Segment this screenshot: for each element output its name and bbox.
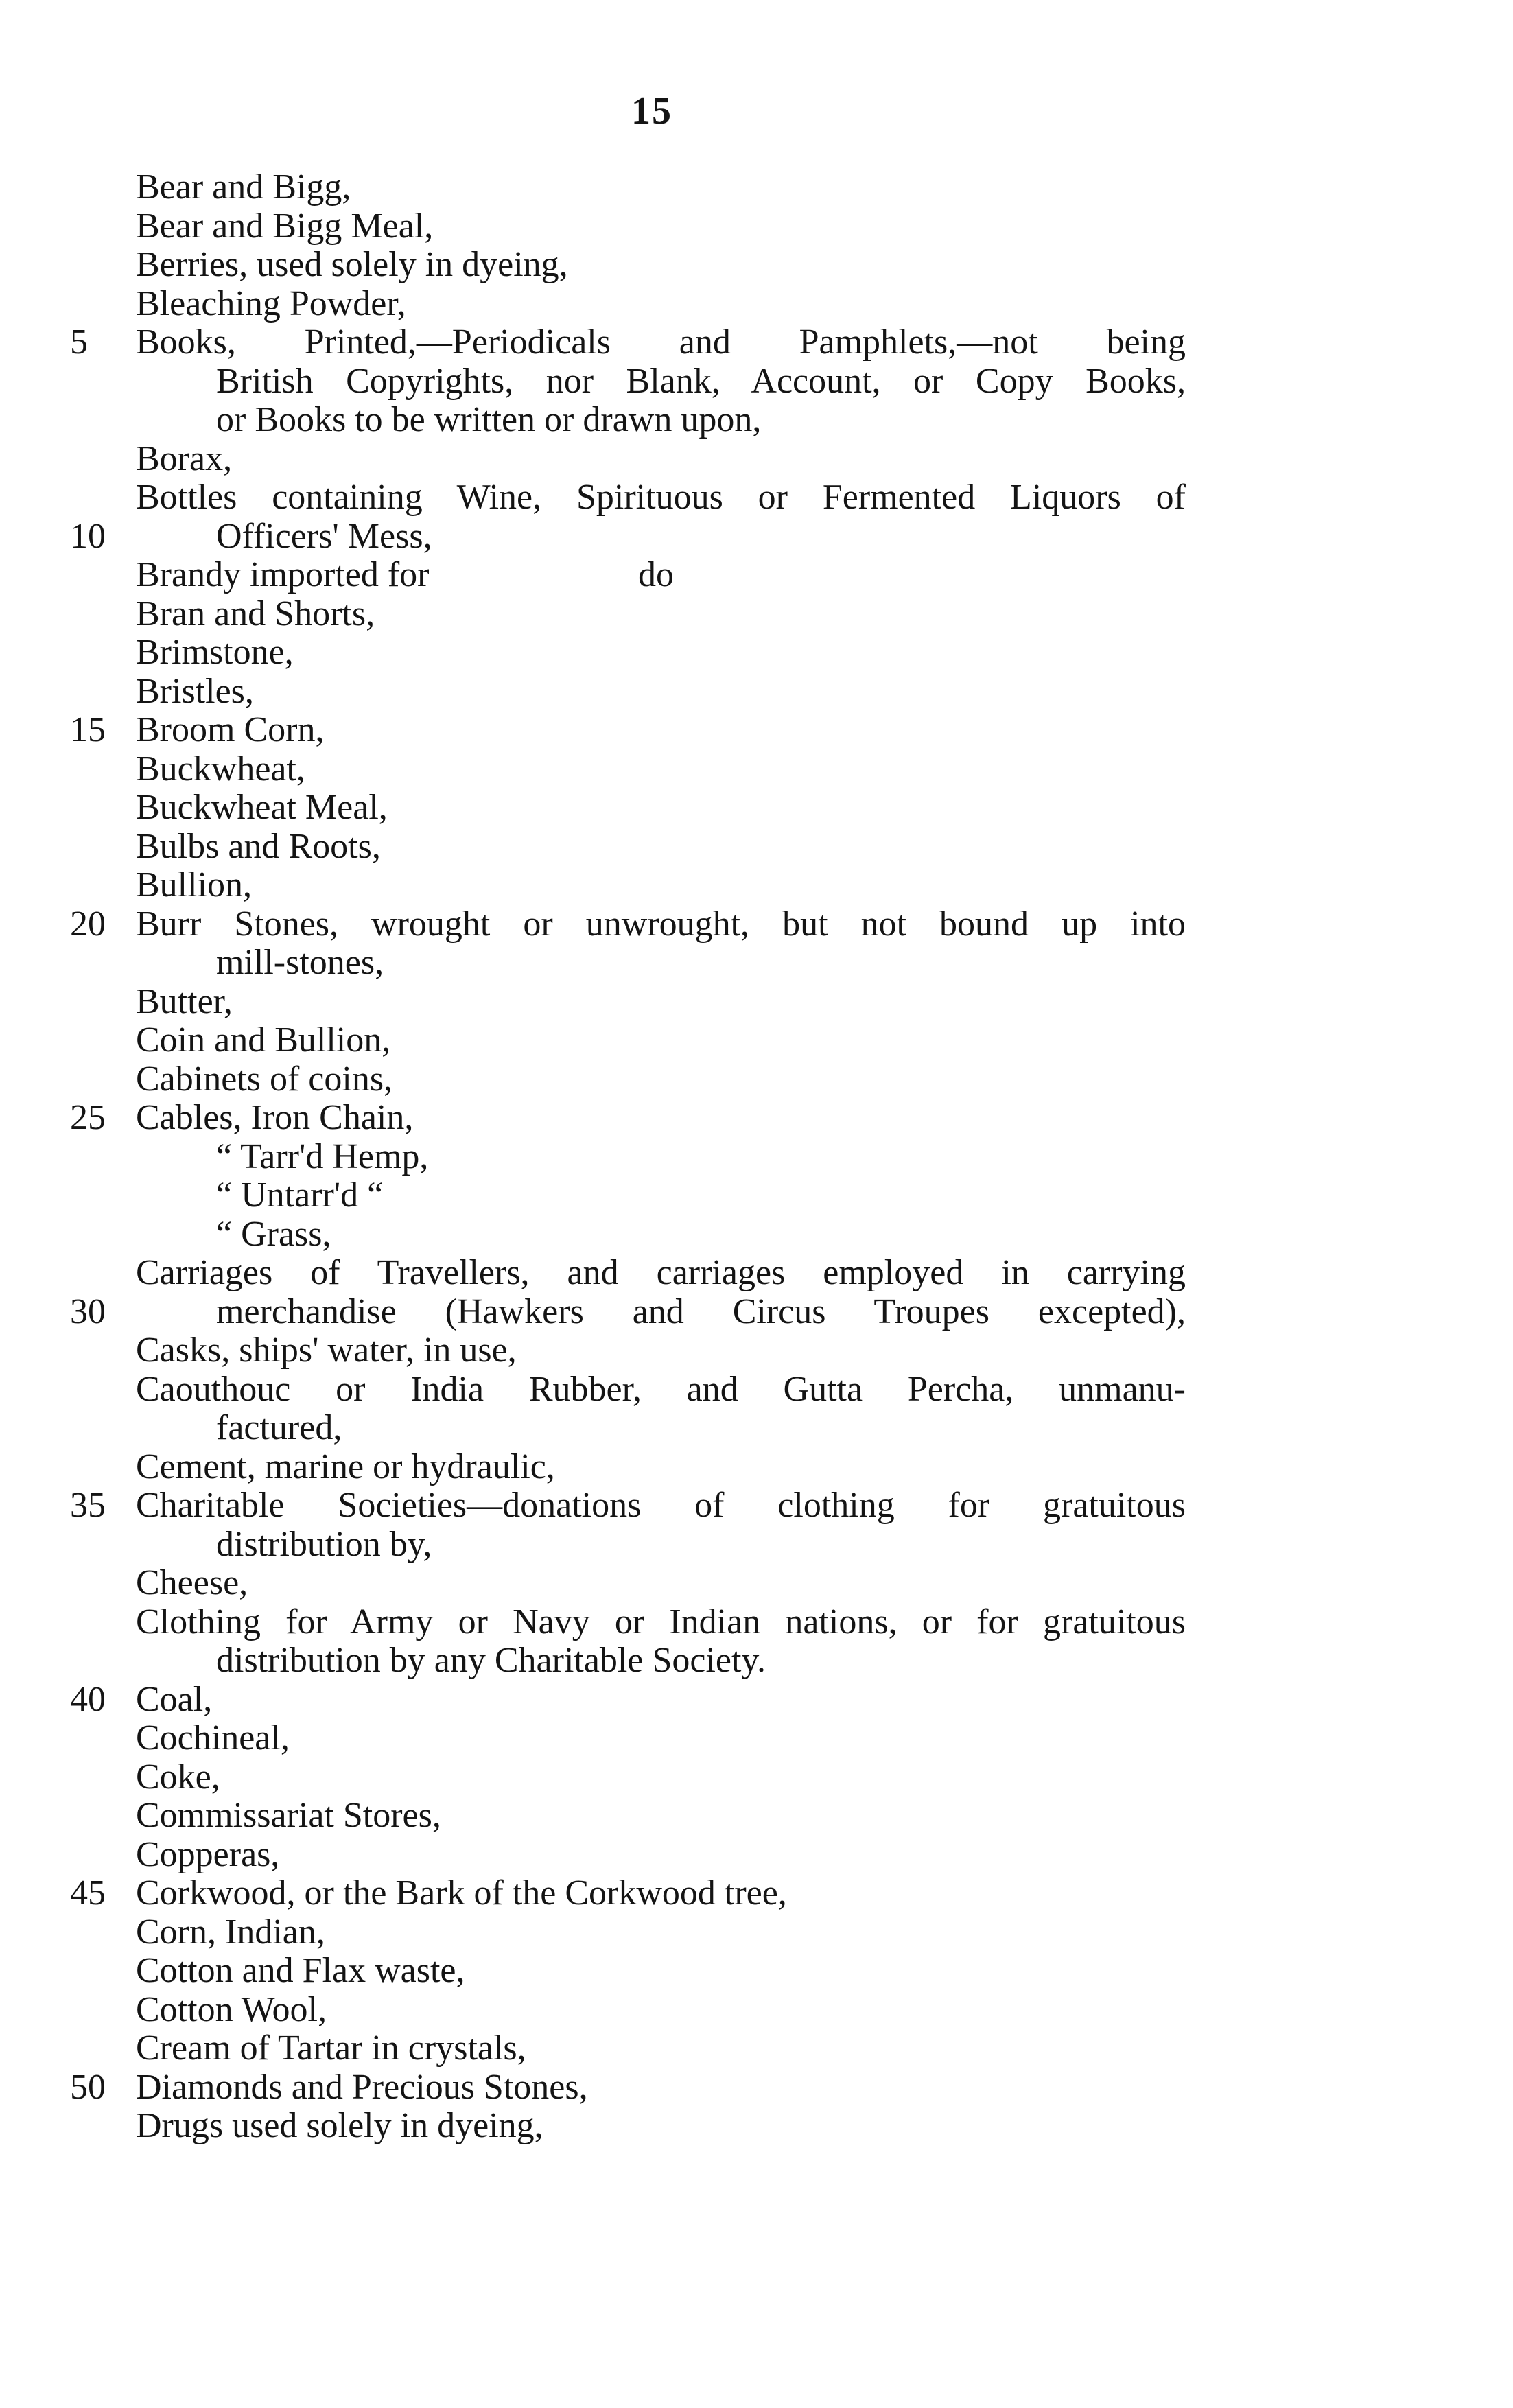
list-line bbox=[0, 517, 1513, 557]
line-text: Burr Stones, wrought or unwrought, but not bound up into bbox=[136, 904, 1186, 944]
line-text: Bran and Shorts, bbox=[136, 594, 375, 633]
list-line bbox=[0, 285, 1513, 324]
list-line bbox=[0, 828, 1513, 867]
line-number: 50 bbox=[70, 2067, 106, 2107]
list-line bbox=[0, 2029, 1513, 2068]
list-line bbox=[0, 595, 1513, 634]
list-line bbox=[0, 1991, 1513, 2030]
list-line bbox=[0, 1293, 1513, 1332]
line-text: Bristles, bbox=[136, 671, 254, 711]
list-line bbox=[0, 1836, 1513, 1875]
line-text: Charitable Societies—donations of clothing for gratuitous bbox=[136, 1486, 1186, 1525]
line-text: Copperas, bbox=[136, 1834, 280, 1874]
list-line bbox=[0, 1176, 1513, 1215]
ditto-mark: do bbox=[638, 555, 674, 594]
list-line bbox=[0, 633, 1513, 673]
line-text: “ Tarr'd Hemp, bbox=[216, 1136, 429, 1176]
list-line bbox=[0, 1254, 1513, 1293]
line-text: Cotton Wool, bbox=[136, 1989, 327, 2029]
list-line bbox=[0, 905, 1513, 944]
line-text: Cabinets of coins, bbox=[136, 1059, 393, 1099]
line-text: distribution by, bbox=[216, 1524, 432, 1564]
line-text: Cement, marine or hydraulic, bbox=[136, 1447, 555, 1486]
list-line bbox=[0, 1641, 1513, 1681]
list-line bbox=[0, 866, 1513, 905]
list-line bbox=[0, 1874, 1513, 1913]
list-line bbox=[0, 362, 1513, 401]
list-line bbox=[0, 246, 1513, 285]
list-line bbox=[0, 2068, 1513, 2107]
list-line bbox=[0, 1797, 1513, 1836]
list-line bbox=[0, 1060, 1513, 1099]
line-number: 20 bbox=[70, 904, 106, 944]
line-text: Officers' Mess, bbox=[216, 516, 432, 556]
line-text: Berries, used solely in dyeing, bbox=[136, 245, 568, 284]
list-line bbox=[0, 440, 1513, 479]
line-text: “ Grass, bbox=[216, 1214, 331, 1254]
list-line bbox=[0, 323, 1513, 362]
line-text: Bear and Bigg Meal, bbox=[136, 206, 434, 246]
line-text: Corkwood, or the Bark of the Corkwood tree, bbox=[136, 1873, 787, 1913]
list-line bbox=[0, 1719, 1513, 1758]
line-text: Books, Printed,—Periodicals and Pamphlets,—not being bbox=[136, 323, 1186, 362]
line-text: Cotton and Flax waste, bbox=[136, 1951, 465, 1990]
line-text: mill-stones, bbox=[216, 943, 384, 982]
line-text: Cables, Iron Chain, bbox=[136, 1098, 414, 1137]
list-line bbox=[0, 1215, 1513, 1254]
list-line bbox=[0, 478, 1513, 517]
list-line bbox=[0, 711, 1513, 750]
list-line bbox=[0, 944, 1513, 983]
list-line bbox=[0, 788, 1513, 828]
line-text: Cochineal, bbox=[136, 1718, 290, 1757]
line-text: or Books to be written or drawn upon, bbox=[216, 400, 762, 439]
line-text: Coke, bbox=[136, 1757, 220, 1797]
line-text: Bulbs and Roots, bbox=[136, 826, 381, 866]
line-text: Clothing for Army or Navy or Indian nations, or for gratuitous bbox=[136, 1602, 1186, 1641]
list-line bbox=[0, 1526, 1513, 1565]
list-line bbox=[0, 1138, 1513, 1177]
line-text: Corn, Indian, bbox=[136, 1912, 325, 1952]
line-number: 45 bbox=[70, 1873, 106, 1913]
list-line bbox=[0, 1331, 1513, 1370]
list-line bbox=[0, 1564, 1513, 1603]
line-text: Cheese, bbox=[136, 1563, 248, 1602]
line-text: “ Untarr'd “ bbox=[216, 1176, 384, 1215]
line-text: Cream of Tartar in crystals, bbox=[136, 2029, 526, 2068]
line-text: Diamonds and Precious Stones, bbox=[136, 2067, 588, 2107]
list-line bbox=[0, 2107, 1513, 2146]
list-line bbox=[0, 673, 1513, 712]
line-text: Butter, bbox=[136, 981, 233, 1021]
line-text: distribution by any Charitable Society. bbox=[216, 1641, 766, 1680]
line-number: 5 bbox=[70, 323, 88, 362]
list-line bbox=[0, 750, 1513, 789]
page-number: 15 bbox=[631, 90, 672, 132]
line-text: Brimstone, bbox=[136, 633, 294, 672]
line-text: Casks, ships' water, in use, bbox=[136, 1331, 517, 1370]
line-text: Bottles containing Wine, Spirituous or Fermented Liquors of bbox=[136, 478, 1186, 517]
line-text: Brandy imported for bbox=[136, 555, 430, 594]
line-number: 25 bbox=[70, 1098, 106, 1137]
list-line bbox=[0, 1099, 1513, 1138]
line-number: 15 bbox=[70, 710, 106, 749]
list-line bbox=[0, 1021, 1513, 1060]
line-text: Bear and Bigg, bbox=[136, 167, 351, 207]
line-text: British Copyrights, nor Blank, Account, or Copy Books, bbox=[216, 361, 1186, 401]
list-line bbox=[0, 168, 1513, 207]
line-number: 30 bbox=[70, 1291, 106, 1331]
line-text: Bullion, bbox=[136, 865, 253, 904]
line-text: Carriages of Travellers, and carriages employed in carrying bbox=[136, 1253, 1186, 1292]
line-text: Borax, bbox=[136, 439, 233, 478]
line-number: 40 bbox=[70, 1679, 106, 1719]
line-text: Commissariat Stores, bbox=[136, 1796, 441, 1835]
list-line bbox=[0, 556, 1513, 595]
line-text: merchandise (Hawkers and Circus Troupes excepted), bbox=[216, 1291, 1186, 1331]
list-line bbox=[0, 1952, 1513, 1991]
line-text: Coal, bbox=[136, 1679, 213, 1719]
list-line bbox=[0, 1370, 1513, 1410]
list-line bbox=[0, 1409, 1513, 1448]
line-number: 10 bbox=[70, 516, 106, 556]
line-text: Buckwheat, bbox=[136, 749, 305, 788]
list-line bbox=[0, 401, 1513, 440]
line-text: Drugs used solely in dyeing, bbox=[136, 2106, 543, 2145]
line-text: Broom Corn, bbox=[136, 710, 325, 749]
line-number: 35 bbox=[70, 1486, 106, 1525]
list-line bbox=[0, 1681, 1513, 1720]
line-text: Caouthouc or India Rubber, and Gutta Percha, unmanu- bbox=[136, 1369, 1186, 1409]
line-text: Coin and Bullion, bbox=[136, 1020, 391, 1060]
list-line bbox=[0, 1603, 1513, 1642]
line-text: Buckwheat Meal, bbox=[136, 788, 388, 827]
list-line bbox=[0, 983, 1513, 1022]
document-body bbox=[0, 168, 1513, 2146]
list-line bbox=[0, 1486, 1513, 1526]
list-line bbox=[0, 1913, 1513, 1952]
line-text: factured, bbox=[216, 1408, 342, 1447]
list-line bbox=[0, 1448, 1513, 1487]
line-text: Bleaching Powder, bbox=[136, 283, 406, 323]
list-line bbox=[0, 1758, 1513, 1797]
list-line bbox=[0, 207, 1513, 246]
